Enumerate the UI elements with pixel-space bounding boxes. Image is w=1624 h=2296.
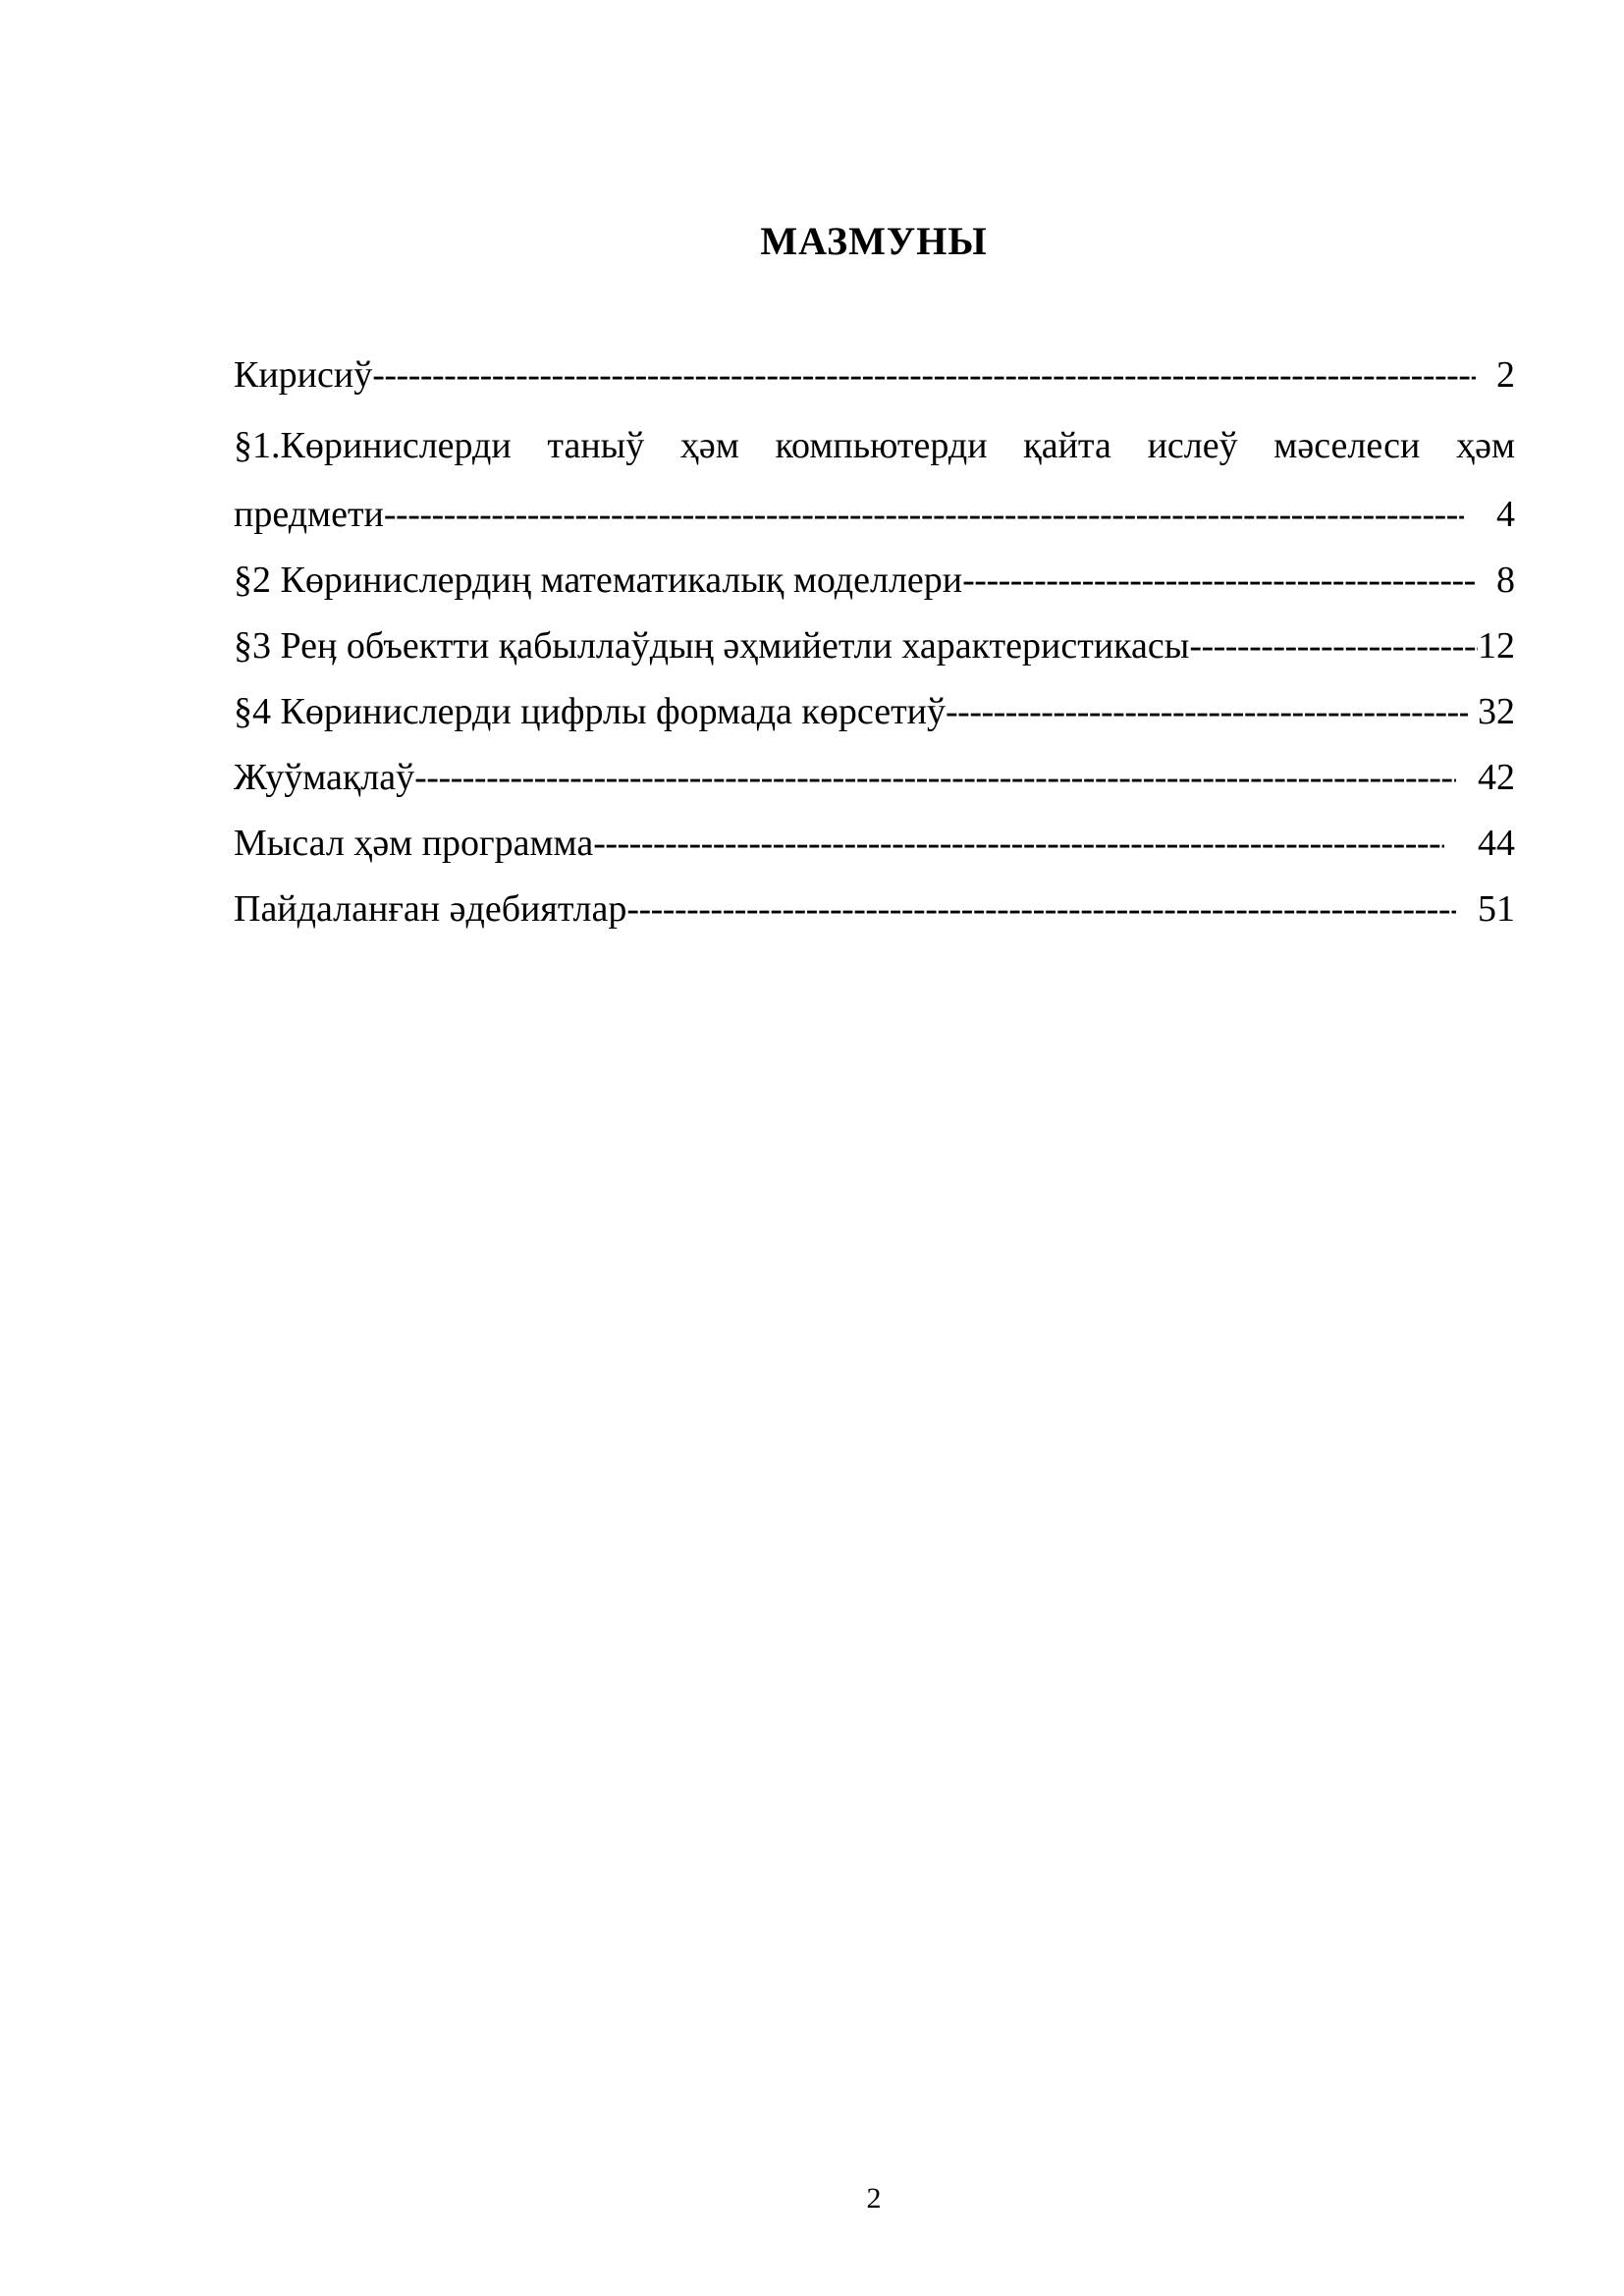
toc-entry-page: 44 [1478,823,1515,864]
toc-leader [626,885,1456,933]
toc-entry-page: 2 [1496,354,1515,396]
toc-leader [414,754,1456,801]
toc-entry-page: 8 [1496,560,1515,601]
toc-entry-example-program [234,820,1515,885]
toc-leader [372,351,1476,399]
toc-entry-section-3 [234,622,1515,688]
toc-entry-conclusion [234,754,1515,820]
toc-entry-label: Кирисиў [234,354,373,396]
page-number: 2 [866,2182,882,2215]
toc-leader [593,820,1444,867]
toc-entry-references [234,885,1515,951]
toc-entry-label: §3 Реӊ объектти қабыллаўдың әҳмийетли характеристикасы [234,625,1190,667]
toc-entry-label: §2 Көринислердиң математикалық моделлери [234,560,963,601]
toc-entry-section-2 [234,557,1515,622]
toc-entry-page: 4 [1496,494,1515,535]
toc-leader [384,491,1464,538]
toc-entry-page: 12 [1478,625,1515,667]
toc-entry-page: 42 [1478,757,1515,798]
toc-entry-section-4 [234,688,1515,754]
toc-leader [1189,622,1478,669]
toc-leader [946,688,1468,735]
table-of-contents [234,351,1515,951]
toc-leader [962,557,1476,604]
toc-entry-introduction [234,351,1515,417]
toc-entry-page: 51 [1478,888,1515,930]
toc-entry-section-1-line-2 [234,491,1515,557]
toc-entry-section-1-line-1 [234,417,1515,491]
toc-entry-label: Мысал ҳәм программа [234,823,594,864]
toc-entry-label: Жуўмақлаў [234,757,415,798]
toc-entry-label: §4 Көринислерди цифрлы формада көрсетиў [234,691,947,732]
page-title: МАЗМУНЫ [760,219,988,263]
toc-entry-label: §1.Көринислерди таныў ҳәм компьютерди қайта ислеў мәселеси ҳәм [234,425,1515,466]
toc-entry-page: 32 [1478,691,1515,732]
toc-entry-label: Пайдаланған әдебиятлар [234,888,627,930]
toc-entry-label: предмети [234,494,384,535]
